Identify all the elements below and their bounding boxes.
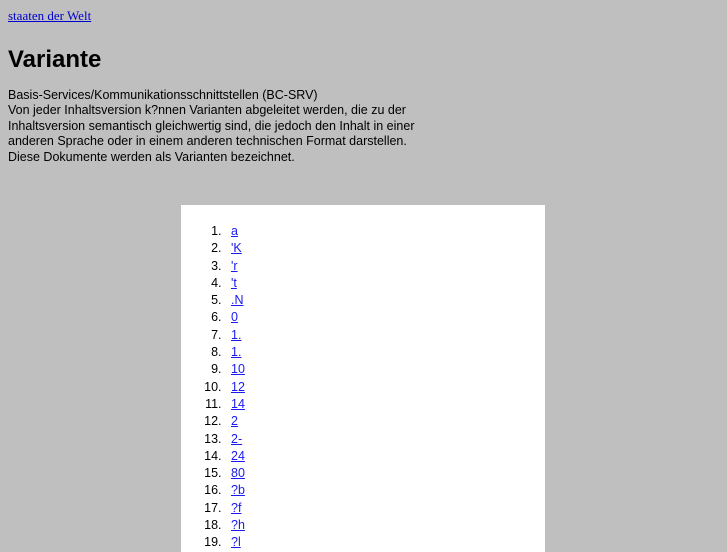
document-page — [0, 0, 727, 173]
variant-link[interactable]: ?b — [231, 483, 245, 498]
list-item — [225, 309, 545, 326]
variant-link[interactable]: 12 — [231, 379, 245, 394]
variant-link[interactable]: 14 — [231, 396, 245, 411]
page-title: Variante — [8, 46, 102, 73]
document-paragraph: Von jeder Inhaltsversion k?nnen Varianten abgeleitet werden, die zu der Inhaltsversion semantisch gleichwertig sind, die jedoch den Inhalt in einer anderen Sprache oder in einem anderen technischen Format darstellen. Diese Dokumente werden als Varianten bezeichnet. — [8, 103, 415, 164]
list-item — [225, 431, 545, 448]
list-item — [225, 344, 545, 361]
list-item — [225, 534, 545, 551]
document-subtitle: Basis-Services/Kommunikationsschnittstellen (BC-SRV) — [8, 88, 318, 102]
list-item — [225, 396, 545, 413]
variant-link[interactable]: 't — [231, 275, 237, 290]
variant-link[interactable]: a — [231, 224, 238, 238]
variant-link[interactable]: 1. — [231, 327, 242, 342]
list-item — [225, 517, 545, 534]
variant-link[interactable]: 80 — [231, 466, 245, 481]
list-item — [225, 361, 545, 378]
list-item — [225, 275, 545, 292]
variant-link[interactable]: ?l — [231, 535, 241, 550]
list-item — [225, 413, 545, 430]
variant-link[interactable]: 2 — [231, 414, 238, 429]
variant-link[interactable]: 'r — [231, 258, 238, 273]
list-item — [225, 240, 545, 257]
list-item — [225, 500, 545, 517]
variant-link[interactable]: .N — [231, 293, 244, 308]
variant-link[interactable]: ?h — [231, 518, 245, 533]
variant-link[interactable]: 0 — [231, 310, 238, 325]
list-item — [225, 448, 545, 465]
variant-link[interactable]: 1. — [231, 345, 242, 360]
variant-link[interactable]: 24 — [231, 448, 245, 463]
variant-list-panel — [181, 205, 545, 552]
list-item — [225, 258, 545, 275]
list-item — [225, 482, 545, 499]
variant-list — [181, 223, 545, 552]
list-item — [225, 465, 545, 482]
list-item — [225, 327, 545, 344]
list-item — [225, 379, 545, 396]
list-item — [225, 292, 545, 309]
variant-link[interactable]: 10 — [231, 362, 245, 377]
variant-link[interactable]: ?f — [231, 500, 242, 515]
breadcrumb-link[interactable]: staaten der Welt — [8, 8, 92, 23]
variant-link[interactable]: 2- — [231, 431, 243, 446]
variant-link[interactable]: 'K — [231, 241, 242, 256]
list-item — [225, 223, 545, 240]
